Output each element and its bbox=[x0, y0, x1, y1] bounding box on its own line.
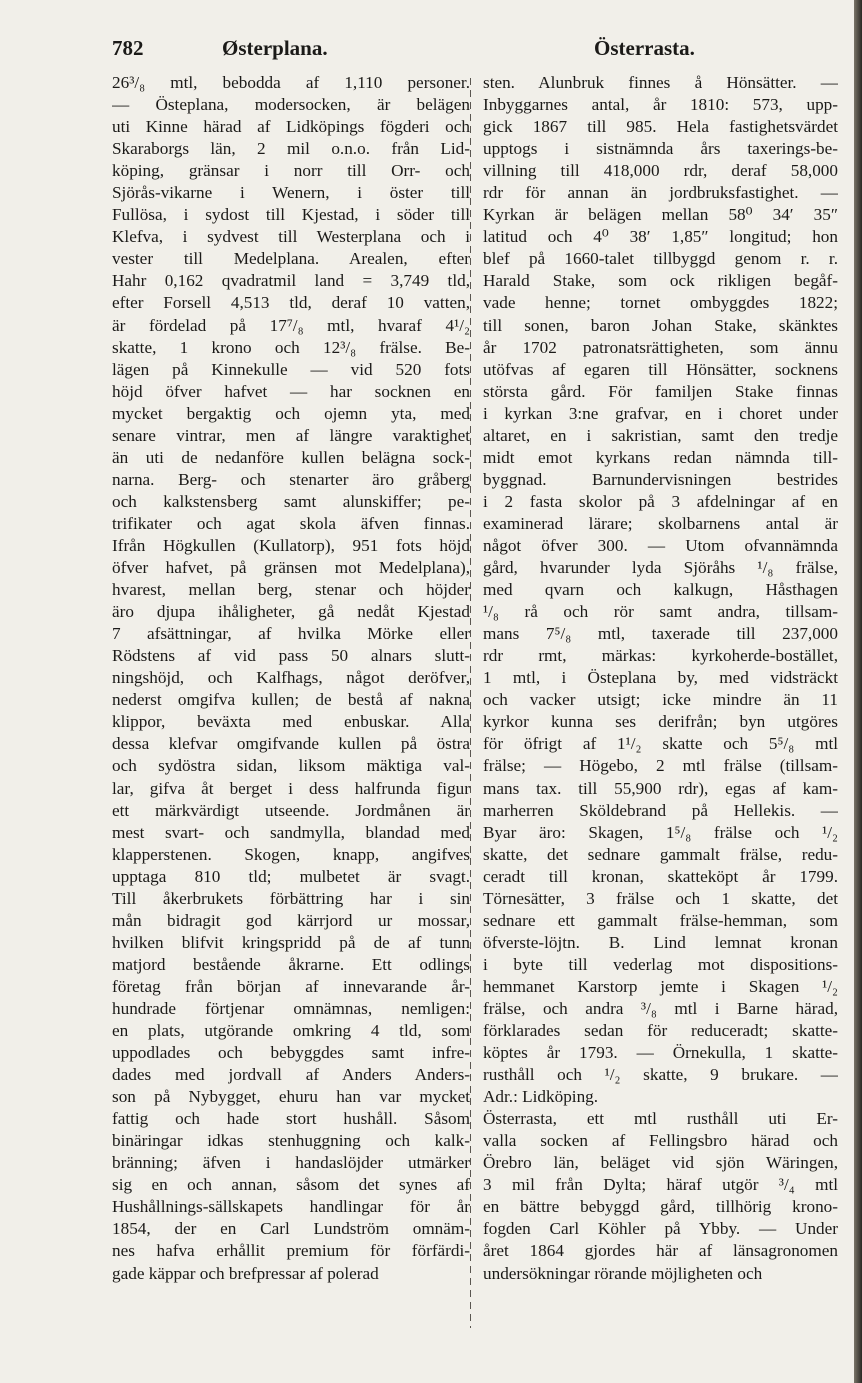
text-line: Klefva, i sydvest till Westerplana och i bbox=[112, 227, 470, 247]
text-line: mest svart- och sandmylla, blandad med bbox=[112, 822, 470, 842]
text-line: skatte, det sednare gammalt frälse, redu- bbox=[483, 844, 838, 864]
text-line: efter Forsell 4,513 tld, deraf 10 vatten, bbox=[112, 293, 470, 313]
text-line: mans tax. till 55,900 rdr), egas af kam- bbox=[483, 778, 838, 798]
text-line: bränning; äfven i handaslöjder utmärker bbox=[112, 1153, 470, 1173]
text-line: rdr rmt, märkas: kyrkoherde-bostället, bbox=[483, 646, 838, 666]
text-line: examinerad lärare; skolbarnens antal är bbox=[483, 513, 838, 533]
text-line: rdr för annan än jordbruksfastighet. — bbox=[483, 183, 838, 203]
text-line: Hushållnings-sällskapets handlingar för år bbox=[112, 1197, 470, 1217]
text-line: trifikater och agat skola äfven finnas. bbox=[112, 513, 470, 533]
text-line: höjd öfver hafvet — har socknen en bbox=[112, 381, 470, 401]
text-line: hundrade förtjenar omnämnas, nemligen: bbox=[112, 998, 470, 1018]
text-line: sten. Alunbruk finnes å Hönsätter. — bbox=[483, 73, 838, 92]
text-line: år 1702 patronatsrättigheten, som ännu bbox=[483, 337, 838, 357]
left-running-title: Østerplana. bbox=[222, 36, 328, 60]
left-column bbox=[112, 72, 470, 1285]
text-line: Kyrkan är belägen mellan 58⁰ 34′ 35″ bbox=[483, 205, 838, 225]
text-line: företag från början af innevarande år- bbox=[112, 976, 470, 996]
text-line: än uti de nedanföre kullen belägna sock- bbox=[112, 447, 470, 467]
text-line: klapperstenen. Skogen, knapp, angifves bbox=[112, 844, 470, 864]
text-line: i kyrkan 3:ne grafvar, en i choret under bbox=[483, 403, 838, 423]
text-line: Inbyggarnes antal, år 1810: 573, upp- bbox=[483, 95, 838, 115]
text-line: Fullösa, i sydost till Kjestad, i söder till bbox=[112, 205, 470, 225]
text-line: Österrasta, ett mtl rusthåll uti Er- bbox=[483, 1109, 838, 1129]
text-line: lar, gifva åt berget i dess halfrunda figur bbox=[112, 778, 470, 798]
text-line: gick 1867 till 985. Hela fastighetsvärdet bbox=[483, 117, 838, 137]
text-line: dessa klefvar omgifvande kullen på östra bbox=[112, 734, 470, 754]
text-line: frälse; — Högebo, 2 mtl frälse (tillsam- bbox=[483, 756, 838, 776]
text-line: midt emot kyrkans redan nämnda till- bbox=[483, 447, 838, 467]
text-line: son på Nybygget, ehuru han var mycket bbox=[112, 1087, 470, 1107]
page-header bbox=[112, 36, 812, 66]
text-line: 3 mil från Dylta; häraf utgör ³/₄ mtl bbox=[483, 1175, 838, 1195]
text-line: latitud och 4⁰ 38′ 1,85″ longitud; hon bbox=[483, 227, 838, 247]
text-line: fattig och hade stort hushåll. Såsom bbox=[112, 1109, 470, 1129]
text-line: något öfver 300. — Utom ofvannämnda bbox=[483, 535, 838, 555]
text-line: är fördelad på 17⁷/₈ mtl, hvaraf 4¹/₂ bbox=[112, 315, 470, 335]
text-line: sig en och annan, såsom det synes af bbox=[112, 1175, 470, 1195]
text-line: gade käppar och brefpressar af polerad bbox=[112, 1263, 379, 1283]
text-line: rusthåll och ¹/₂ skatte, 9 brukare. — bbox=[483, 1065, 838, 1085]
text-line: köptes år 1793. — Örnekulla, 1 skatte- bbox=[483, 1043, 838, 1063]
text-line: köping, gränsar i norr till Orr- och bbox=[112, 161, 470, 181]
text-line: mans 7⁵/₈ mtl, taxerade till 237,000 bbox=[483, 624, 838, 644]
text-line: narna. Berg- och stenarter äro gråberg bbox=[112, 469, 470, 489]
text-line: nes hafva erhållit premium för förfärdi- bbox=[112, 1241, 470, 1261]
text-line: Ifrån Högkullen (Kullatorp), 951 fots höjd bbox=[112, 535, 470, 555]
text-line: byggnad. Barnundervisningen bestrides bbox=[483, 469, 838, 489]
text-line: största gård. För familjen Stake finnas bbox=[483, 381, 838, 401]
text-line: och kalkstensberg samt alunskiffer; pe- bbox=[112, 491, 470, 511]
text-line: 7 afsättningar, af hvilka Mörke eller bbox=[112, 624, 470, 644]
text-line: Sjörås-vikarne i Wenern, i öster till bbox=[112, 183, 470, 203]
text-line: villning till 418,000 rdr, deraf 58,000 bbox=[483, 161, 838, 181]
text-line: Till åkerbrukets förbättring har i sin bbox=[112, 888, 470, 908]
text-line: året 1864 gjordes här af länsagronomen bbox=[483, 1241, 838, 1261]
text-line: en bättre bebyggd gård, tillhörig krono- bbox=[483, 1197, 838, 1217]
text-line: kyrkor kunna ses derifrån; byn utgöres bbox=[483, 712, 838, 732]
text-line: mån bidragit god kärrjord ur mossar, bbox=[112, 910, 470, 930]
text-line: och vacker utsigt; icke mindre än 11 bbox=[483, 690, 838, 710]
text-line: — Östeplana, modersocken, är belägen bbox=[112, 95, 470, 115]
text-line: vester till Medelplana. Arealen, efter bbox=[112, 249, 470, 269]
text-line: äro djupa ihåligheter, gå nedåt Kjestad bbox=[112, 602, 470, 622]
text-line: ningshöjd, och Kalfhags, något deröfver, bbox=[112, 668, 470, 688]
text-line: Byar äro: Skagen, 1⁵/₈ frälse och ¹/₂ bbox=[483, 822, 838, 842]
text-line: upptogs i sistnämnda års taxerings-be- bbox=[483, 139, 838, 159]
text-line: vade henne; tornet ombyggdes 1822; bbox=[483, 293, 838, 313]
text-line: ceradt till kronan, skatteköpt år 1799. bbox=[483, 866, 838, 886]
text-line: Hahr 0,162 qvadratmil land = 3,749 tld, bbox=[112, 271, 470, 291]
text-line: mycket bergaktig och ojemn yta, med bbox=[112, 403, 470, 423]
column-divider bbox=[470, 78, 471, 1328]
text-line: 1 mtl, i Östeplana by, med vidsträckt bbox=[483, 668, 838, 688]
text-line: blef på 1660-talet tillbyggd genom r. r. bbox=[483, 249, 838, 269]
text-line: frälse, och andra ³/₈ mtl i Barne härad, bbox=[483, 998, 838, 1018]
text-line: uppodlades och bebyggdes samt infre- bbox=[112, 1043, 470, 1063]
text-line: marherren Sköldebrand på Hellekis. — bbox=[483, 800, 838, 820]
text-line: hemmanet Karstorp jemte i Skagen ¹/₂ bbox=[483, 976, 838, 996]
text-line: uti Kinne härad af Lidköpings fögderi och bbox=[112, 117, 470, 137]
right-running-title: Österrasta. bbox=[594, 36, 695, 60]
text-line: 26³/₈ mtl, bebodda af 1,110 personer. bbox=[112, 73, 470, 92]
page-edge bbox=[854, 0, 862, 1383]
text-line: en plats, utgörande omkring 4 tld, som bbox=[112, 1021, 470, 1041]
text-line: hvarest, mellan berg, stenar och höjder bbox=[112, 580, 470, 600]
text-line: förklarades sedan för reduceradt; skatte- bbox=[483, 1021, 838, 1041]
text-line: senare vintrar, men af längre varaktighet bbox=[112, 425, 470, 445]
text-line: 1854, der en Carl Lundström omnäm- bbox=[112, 1219, 470, 1239]
text-line: Harald Stake, som ock rikligen begåf- bbox=[483, 271, 838, 291]
text-line: lägen på Kinnekulle — vid 520 fots bbox=[112, 359, 470, 379]
text-line: sednare ett gammalt frälse-hemman, som bbox=[483, 910, 838, 930]
text-line: Skaraborgs län, 2 mil o.n.o. från Lid- bbox=[112, 139, 470, 159]
text-line: valla socken af Fellingsbro härad och bbox=[483, 1131, 838, 1151]
text-line: utöfvas af egaren till Hönsätter, socknens bbox=[483, 359, 838, 379]
text-line: Adr.: Lidköping. bbox=[483, 1087, 599, 1107]
text-line: dades med jordvall af Anders Anders- bbox=[112, 1065, 470, 1085]
text-line: upptaga 810 tld; mulbetet är svagt. bbox=[112, 866, 470, 886]
text-line: Rödstens af vid pass 50 alnars slutt- bbox=[112, 646, 470, 666]
text-line: i byte till vederlag mot dispositions- bbox=[483, 954, 838, 974]
text-line: ¹/₈ rå och rör samt andra, tillsam- bbox=[483, 602, 838, 622]
text-line: nederst omgifva kullen; de bestå af nakna bbox=[112, 690, 470, 710]
text-line: klippor, beväxta med enbuskar. Alla bbox=[112, 712, 470, 732]
text-line: fogden Carl Köhler på Ybby. — Under bbox=[483, 1219, 838, 1239]
text-line: altaret, en i sakristian, samt den tredje bbox=[483, 425, 838, 445]
text-line: för öfrigt af 1¹/₂ skatte och 5⁵/₈ mtl bbox=[483, 734, 838, 754]
text-line: med qvarn och kalkugn, Håsthagen bbox=[483, 580, 838, 600]
right-column bbox=[483, 72, 838, 1285]
text-line: gård, hvarunder lyda Sjöråhs ¹/₈ frälse, bbox=[483, 558, 838, 578]
text-line: till sonen, baron Johan Stake, skänktes bbox=[483, 315, 838, 335]
text-line: Törnesätter, 3 frälse och 1 skatte, det bbox=[483, 888, 838, 908]
text-line: hvilken blifvit kringspridd på de af tunn bbox=[112, 932, 470, 952]
text-line: skatte, 1 krono och 12³/₈ frälse. Be- bbox=[112, 337, 470, 357]
text-line: ett märkvärdigt utseende. Jordmånen är bbox=[112, 800, 470, 820]
text-line: undersökningar rörande möjligheten och bbox=[483, 1263, 763, 1283]
text-line: i 2 fasta skolor på 3 afdelningar af en bbox=[483, 491, 838, 511]
text-line: Örebro län, beläget vid sjön Wäringen, bbox=[483, 1153, 838, 1173]
text-line: matjord bestående åkrarne. Ett odlings bbox=[112, 954, 470, 974]
text-line: och sydöstra sidan, liksom mäktiga val- bbox=[112, 756, 470, 776]
text-line: öfver hafvet, på gränsen mot Medelplana), bbox=[112, 558, 470, 578]
page-number: 782 bbox=[112, 36, 144, 60]
text-line: binäringar idkas stenhuggning och kalk- bbox=[112, 1131, 470, 1151]
text-line: öfverste-löjtn. B. Lind lemnat kronan bbox=[483, 932, 838, 952]
